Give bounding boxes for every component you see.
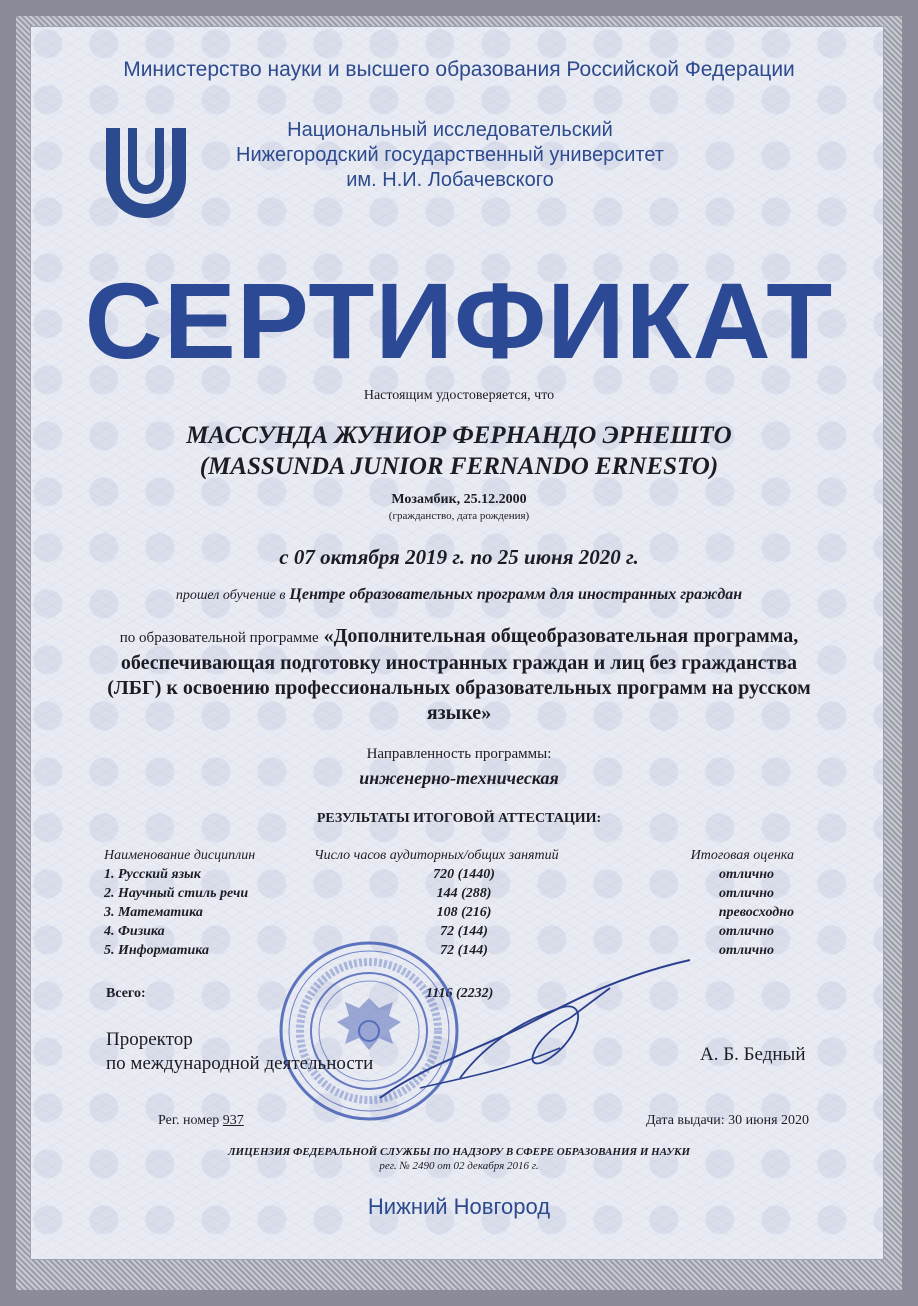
- citizenship-dob-caption: (гражданство, дата рождения): [388, 510, 530, 522]
- studied-prefix: прошел обучение в: [175, 588, 286, 603]
- program-block: [100, 624, 818, 726]
- col-hours: Число часов аудиторных/общих занятий: [314, 847, 559, 863]
- results-heading: РЕЗУЛЬТАТЫ ИТОГОВОЙ АТТЕСТАЦИИ:: [316, 811, 602, 826]
- grade-cell: отлично: [719, 885, 774, 901]
- license-line-1: ЛИЦЕНЗИЯ ФЕДЕРАЛЬНОЙ СЛУЖБЫ ПО НАДЗОРУ В СФЕРЕ ОБРАЗОВАНИЯ И НАУКИ: [227, 1146, 691, 1158]
- total-hours: 1116 (2232): [426, 986, 494, 1001]
- program-name: «Дополнительная общеобразовательная программа, обеспечивающая подготовку иностранных граждан и лиц без гражданства (ЛБГ) к освоению профессиональных образовательных программ на русском языке»: [107, 625, 811, 724]
- person-name: [0, 420, 918, 482]
- hours-cell: 72 (144): [440, 942, 488, 958]
- position-line-2: по международной деятельности: [106, 1053, 374, 1074]
- grade-cell: отлично: [719, 923, 774, 939]
- discipline-cell: 3. Математика: [104, 904, 203, 920]
- grade-cell: отлично: [719, 942, 774, 958]
- grade-cell: превосходно: [718, 904, 794, 920]
- grade-cell: отлично: [719, 866, 774, 882]
- ministry-title: Министерство науки и высшего образования Российской Федерации: [123, 58, 795, 81]
- discipline-cell: 2. Научный стиль речи: [104, 885, 249, 901]
- certify-text: Настоящим удостоверяется, что: [363, 388, 555, 403]
- university-line-1: Национальный исследовательский: [287, 119, 613, 141]
- discipline-cell: 4. Физика: [104, 923, 165, 939]
- hours-cell: 108 (216): [436, 904, 492, 920]
- university-name: [180, 118, 720, 193]
- position-line-1: Проректор: [106, 1029, 193, 1050]
- hours-cell: 72 (144): [440, 923, 488, 939]
- university-logo-icon: [100, 122, 192, 218]
- direction-value: инженерно-техническая: [359, 768, 559, 788]
- citizenship-dob: Мозамбик, 25.12.2000: [391, 492, 527, 507]
- study-period: с 07 октября 2019 г. по 25 июня 2020 г.: [279, 545, 639, 569]
- program-prefix: по образовательной программе: [119, 630, 319, 646]
- direction-label: Направленность программы:: [366, 746, 552, 762]
- studied-center: Центре образовательных программ для иностранных граждан: [289, 586, 743, 603]
- university-line-3: им. Н.И. Лобачевского: [346, 169, 554, 191]
- table-row: [104, 865, 794, 884]
- signatory-position: [106, 1028, 373, 1076]
- table-row: [104, 884, 794, 903]
- reg-label: Рег. номер: [158, 1113, 220, 1128]
- studied-at: [0, 586, 918, 604]
- certificate-title: СЕРТИФИКАТ: [84, 260, 834, 381]
- reg-number: 937: [222, 1113, 244, 1128]
- discipline-cell: 1. Русский язык: [104, 866, 201, 882]
- hours-cell: 720 (1440): [433, 866, 495, 882]
- city: Нижний Новгород: [367, 1194, 551, 1219]
- license-line-2: рег. № 2490 от 02 декабря 2016 г.: [379, 1160, 539, 1172]
- col-discipline: Наименование дисциплин: [104, 847, 256, 863]
- hours-cell: 144 (288): [436, 885, 492, 901]
- col-grade: Итоговая оценка: [690, 847, 794, 863]
- registration: [158, 1113, 244, 1129]
- university-line-2: Нижегородский государственный университет: [236, 144, 664, 166]
- person-name-latin: (MASSUNDA JUNIOR FERNANDO ERNESTO): [199, 453, 719, 480]
- total-label: Всего:: [106, 986, 146, 1001]
- person-name-ru: МАССУНДА ЖУНИОР ФЕРНАНДО ЭРНЕШТО: [186, 422, 732, 449]
- table-row: [104, 903, 794, 922]
- signatory-name: А. Б. Бедный: [700, 1044, 806, 1065]
- discipline-cell: 5. Информатика: [104, 942, 209, 958]
- issue-date: Дата выдачи: 30 июня 2020: [646, 1113, 810, 1128]
- signature-icon: [360, 948, 720, 1108]
